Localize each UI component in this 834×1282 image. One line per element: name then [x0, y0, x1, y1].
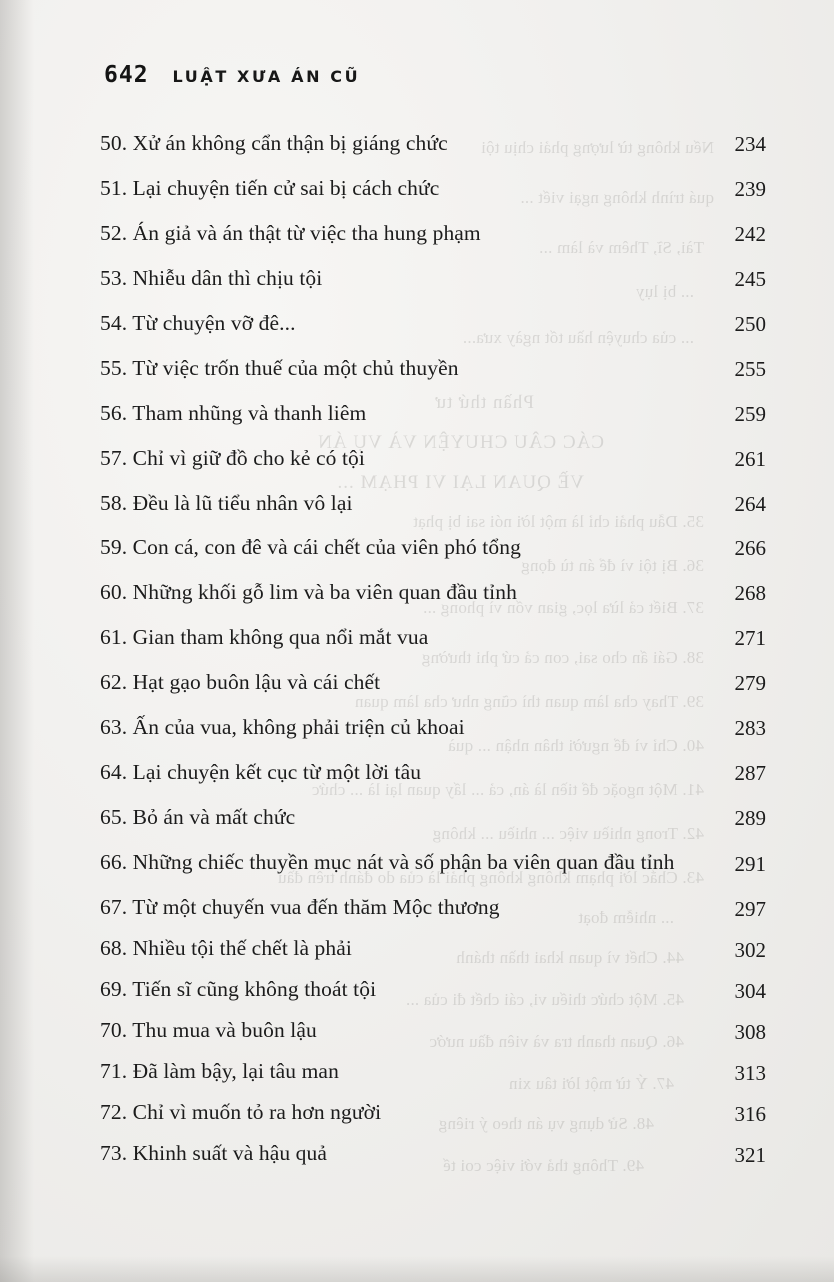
toc-row[interactable] [100, 759, 766, 787]
toc-entry-page: 316 [734, 1101, 766, 1126]
toc-entry-page: 245 [734, 266, 766, 291]
toc-entry-label: 73. Khinh suất và hậu quả [100, 1140, 328, 1165]
toc-entry-label: 66. Những chiếc thuyền mục nát và số phận ba viên quan đầu tỉnh [100, 850, 675, 874]
toc-entry-label: 62. Hạt gạo buôn lậu và cái chết [100, 670, 381, 695]
page-number: 642 [104, 62, 149, 88]
toc-entry-page: 302 [734, 937, 766, 962]
toc-row[interactable] [100, 894, 766, 922]
toc-entry-page: 234 [734, 132, 766, 156]
toc-entry-page: 255 [734, 356, 766, 381]
running-head [104, 62, 360, 88]
toc-row[interactable] [100, 669, 766, 697]
toc-entry-label: 63. Ấn của vua, không phải triện củ khoai [100, 715, 465, 740]
toc-row[interactable] [100, 130, 766, 158]
toc-row[interactable] [100, 714, 766, 742]
toc-row[interactable] [100, 624, 766, 652]
toc-entry-page: 283 [734, 716, 766, 741]
toc-entry-label: 58. Đều là lũ tiểu nhân vô lại [100, 490, 353, 515]
toc-entry-label: 69. Tiến sĩ cũng không thoát tội [100, 976, 377, 1001]
toc-row[interactable] [100, 265, 766, 293]
toc-entry-page: 279 [734, 671, 766, 696]
toc-entry-label: 50. Xử án không cẩn thận bị giáng chức [100, 131, 448, 155]
toc-entry-label: 72. Chỉ vì muốn tỏ ra hơn người [100, 1099, 382, 1124]
toc-row[interactable] [100, 935, 766, 963]
toc-entry-label: 59. Con cá, con đê và cái chết của viên phó tổng [100, 535, 521, 560]
toc-row[interactable] [100, 1017, 766, 1045]
toc-entry-page: 271 [734, 626, 766, 651]
toc-entry-label: 52. Án giả và án thật từ việc tha hung phạm [100, 220, 481, 245]
toc-entry-label: 70. Thu mua và buôn lậu [100, 1017, 317, 1042]
toc-entry-label: 56. Tham nhũng và thanh liêm [100, 400, 367, 425]
toc-entry-label: 57. Chỉ vì giữ đồ cho kẻ có tội [100, 445, 365, 470]
toc-entry-page: 250 [734, 311, 766, 336]
toc-entry-label: 51. Lại chuyện tiến cử sai bị cách chức [100, 175, 440, 200]
toc-row[interactable] [100, 175, 766, 203]
table-of-contents [100, 130, 766, 1181]
toc-entry-label: 67. Từ một chuyến vua đến thăm Mộc thương [100, 894, 500, 919]
toc-entry-label: 55. Từ việc trốn thuế của một chủ thuyền [100, 355, 459, 380]
toc-entry-page: 266 [734, 536, 766, 561]
toc-row[interactable] [100, 220, 766, 248]
toc-entry-label: 68. Nhiều tội thế chết là phải [100, 935, 352, 960]
toc-entry-label: 60. Những khối gỗ lim và ba viên quan đầu tỉnh [100, 580, 517, 605]
toc-entry-page: 297 [734, 896, 766, 921]
toc-entry-label: 71. Đã làm bậy, lại tâu man [100, 1058, 339, 1083]
toc-row[interactable] [100, 445, 766, 473]
toc-entry-page: 313 [734, 1060, 766, 1085]
toc-entry-page: 304 [734, 978, 766, 1003]
toc-row[interactable] [100, 579, 766, 607]
toc-row[interactable] [100, 1099, 766, 1127]
toc-row[interactable] [100, 1140, 766, 1168]
toc-entry-page: 308 [734, 1019, 766, 1044]
toc-row[interactable] [100, 355, 766, 383]
toc-row[interactable] [100, 1058, 766, 1086]
toc-entry-label: 64. Lại chuyện kết cục từ một lời tâu [100, 760, 422, 785]
toc-entry-label: 61. Gian tham không qua nổi mắt vua [100, 625, 429, 650]
toc-row[interactable] [100, 400, 766, 428]
toc-row[interactable] [100, 534, 766, 562]
toc-entry-page: 268 [734, 581, 766, 606]
toc-entry-page: 289 [734, 806, 766, 831]
toc-entry-label: 54. Từ chuyện vỡ đê... [100, 310, 296, 335]
toc-entry-page: 239 [734, 176, 766, 201]
toc-entry-page: 264 [734, 491, 766, 516]
toc-entry-page: 261 [734, 446, 766, 471]
toc-entry-label: 65. Bỏ án và mất chức [100, 805, 296, 830]
toc-row[interactable] [100, 310, 766, 338]
toc-entry-label: 53. Nhiễu dân thì chịu tội [100, 265, 323, 290]
toc-entry-page: 242 [734, 221, 766, 246]
toc-entry-page: 291 [734, 851, 766, 876]
toc-row[interactable] [100, 490, 766, 518]
toc-entry-page: 287 [734, 761, 766, 786]
toc-row[interactable] [100, 976, 766, 1004]
toc-row[interactable] [100, 849, 766, 877]
toc-row[interactable] [100, 804, 766, 832]
toc-entry-page: 259 [734, 401, 766, 426]
toc-entry-page: 321 [734, 1142, 766, 1167]
book-title: LUẬT XƯA ÁN CŨ [172, 67, 361, 86]
